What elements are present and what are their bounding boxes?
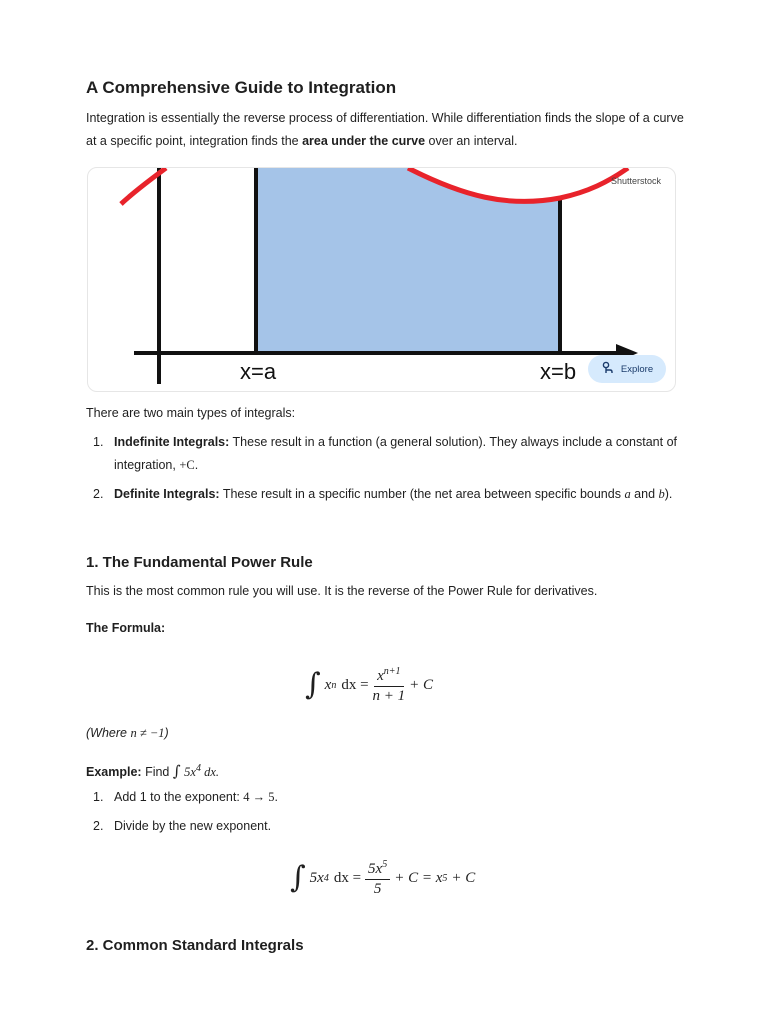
where-math: n ≠ −1 — [130, 726, 165, 740]
solution-mid: + C = x — [394, 869, 443, 886]
step-text: Divide by the new exponent. — [114, 819, 272, 833]
explore-icon — [601, 361, 615, 378]
math-c: +C — [179, 458, 195, 472]
area-under-curve-figure — [87, 167, 676, 392]
list-number: 1. — [93, 435, 104, 449]
solution-lhs-exp: 4 — [323, 872, 329, 884]
math-inline — [179, 458, 194, 472]
solution-dx: dx = — [333, 869, 362, 886]
item-end: . — [194, 458, 199, 472]
math-a: a — [624, 487, 631, 501]
example-dx: dx. — [200, 765, 220, 780]
item-text: These result in a function (a general solution). They always include a constant of integration, — [114, 435, 678, 472]
list-item — [86, 431, 686, 477]
section-heading-power-rule: 1. The Fundamental Power Rule — [86, 554, 313, 571]
where-note — [86, 722, 686, 745]
solution-mid-exp: 5 — [442, 872, 448, 884]
math-b: b — [658, 487, 665, 501]
label-x-a: x=a — [240, 359, 277, 384]
step-end: . — [274, 790, 279, 804]
solution-den: 5 — [373, 880, 382, 897]
formula-label: The Formula: — [86, 621, 166, 635]
intro-text-2: over an interval. — [425, 134, 518, 148]
integral-types-list — [86, 431, 686, 506]
intro-bold: area under the curve — [302, 134, 426, 148]
where-prefix: (Where — [86, 726, 131, 740]
formula-exp: n — [331, 679, 337, 691]
list-number: 2. — [93, 819, 104, 833]
steps-list — [86, 786, 686, 838]
solution-lhs: 5x — [309, 869, 324, 886]
area-diagram — [88, 168, 675, 391]
intro-text-1: Integration is essentially the reverse process of differentiation. While differentiation finds the slope of a curve at a specific point, integration finds the — [86, 111, 684, 148]
example-text: Find — [141, 765, 173, 780]
fraction-num-exp: n+1 — [383, 665, 401, 677]
fraction-den: n + 1 — [372, 687, 406, 704]
power-rule-formula — [305, 660, 433, 710]
example-solution-formula — [290, 853, 475, 903]
solution-num: 5x — [368, 860, 383, 877]
example-label: Example: — [86, 765, 142, 780]
list-item — [86, 815, 686, 838]
power-rule-description: This is the most common rule you will use. It is the reverse of the Power Rule for derivatives. — [86, 584, 598, 598]
solution-tail: + C — [451, 869, 476, 886]
list-number: 1. — [93, 790, 104, 804]
example-line — [86, 757, 686, 784]
item-and: and — [630, 487, 659, 501]
list-item — [86, 786, 686, 809]
list-number: 2. — [93, 487, 104, 501]
page-title: A Comprehensive Guide to Integration — [86, 78, 397, 97]
formula-tail: + C — [409, 676, 434, 693]
formula-dx: dx = — [341, 676, 369, 693]
item-end: ). — [664, 487, 673, 501]
item-bold: Definite Integrals: — [114, 487, 220, 501]
step-math: 4 → 5 — [243, 790, 275, 804]
integral-sign: ∫ — [305, 667, 321, 702]
example-exp: 4 — [195, 763, 201, 774]
integral-sign: ∫ — [290, 860, 306, 895]
integral-sign: ∫ — [172, 762, 181, 781]
intro-paragraph — [86, 107, 686, 153]
solution-num-exp: 5 — [382, 858, 388, 870]
fraction-num-base: x — [377, 667, 384, 684]
formula-base: x — [324, 676, 332, 693]
item-text: These result in a specific number (the net area between specific bounds — [219, 487, 625, 501]
list-item — [86, 483, 686, 506]
formula-fraction — [373, 666, 406, 705]
item-bold: Indefinite Integrals: — [114, 435, 230, 449]
example-math: 5x — [184, 765, 196, 780]
image-credit: Shutterstock — [610, 176, 661, 186]
explore-button[interactable] — [588, 355, 666, 383]
explore-label: Explore — [620, 363, 654, 375]
where-suffix: ) — [164, 726, 169, 740]
solution-fraction — [365, 859, 390, 898]
shaded-area — [256, 168, 560, 353]
types-intro: There are two main types of integrals: — [86, 406, 296, 420]
step-text: Add 1 to the exponent: — [114, 790, 244, 804]
label-x-b: x=b — [540, 359, 577, 384]
section-heading-standard-integrals: 2. Common Standard Integrals — [86, 937, 304, 954]
